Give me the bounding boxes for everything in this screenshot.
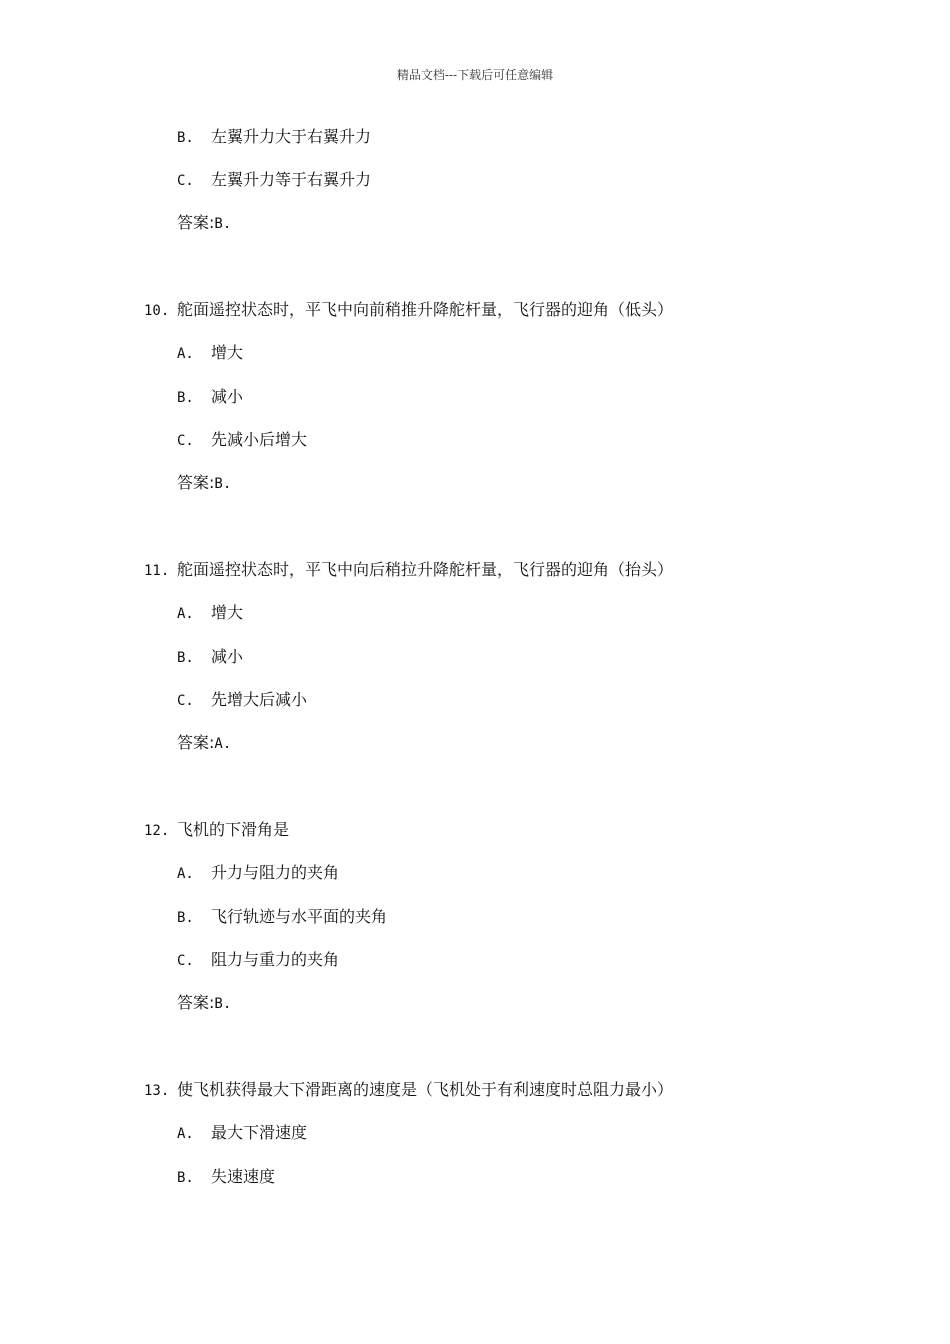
answer-value: B. bbox=[214, 216, 232, 232]
option-letter: A. bbox=[177, 606, 194, 622]
option-text: 阻力与重力的夹角 bbox=[211, 950, 340, 969]
question-text: 飞机的下滑角是 bbox=[177, 820, 290, 839]
question-text: 舵面遥控状态时，平飞中向后稍拉升降舵杆量，飞行器的迎角（抬头） bbox=[177, 560, 674, 579]
option-letter: C. bbox=[177, 433, 194, 449]
option-text: 增大 bbox=[211, 343, 244, 362]
answer-label: 答案: bbox=[177, 473, 215, 492]
answer-label: 答案: bbox=[177, 213, 215, 232]
option-letter: C. bbox=[177, 953, 194, 969]
answer-label: 答案: bbox=[177, 733, 215, 752]
option-letter: B. bbox=[177, 130, 194, 146]
question-12-option-a bbox=[177, 863, 339, 884]
question-13-option-a bbox=[177, 1123, 307, 1144]
option-letter: A. bbox=[177, 1126, 194, 1142]
question-number: 13. bbox=[144, 1083, 170, 1099]
option-text: 最大下滑速度 bbox=[211, 1123, 308, 1142]
question-text: 使飞机获得最大下滑距离的速度是（飞机处于有利速度时总阻力最小） bbox=[177, 1080, 674, 1099]
option-letter: A. bbox=[177, 346, 194, 362]
option-text: 减小 bbox=[211, 647, 244, 666]
option-letter: A. bbox=[177, 866, 194, 882]
option-letter: C. bbox=[177, 693, 194, 709]
question-12-option-b bbox=[177, 907, 387, 928]
option-letter: B. bbox=[177, 1170, 194, 1186]
question-13-option-b bbox=[177, 1167, 275, 1188]
page-header: 精品文档---下载后可任意编辑 bbox=[396, 68, 554, 82]
option-text: 先减小后增大 bbox=[211, 430, 308, 449]
question-11-option-c bbox=[177, 690, 307, 711]
option-text: 飞行轨迹与水平面的夹角 bbox=[211, 907, 388, 926]
option-text: 失速速度 bbox=[211, 1167, 276, 1186]
option-text: 左翼升力大于右翼升力 bbox=[211, 127, 372, 146]
option-letter: B. bbox=[177, 390, 194, 406]
question-12-option-c bbox=[177, 950, 339, 971]
question-12-stem bbox=[144, 820, 289, 841]
question-10-option-b bbox=[177, 387, 243, 408]
option-text: 增大 bbox=[211, 603, 244, 622]
option-text: 升力与阻力的夹角 bbox=[211, 863, 340, 882]
option-text: 先增大后减小 bbox=[211, 690, 308, 709]
question-number: 11. bbox=[144, 563, 170, 579]
question-11-option-b bbox=[177, 647, 243, 668]
option-letter: B. bbox=[177, 650, 194, 666]
option-text: 左翼升力等于右翼升力 bbox=[211, 170, 372, 189]
question-13-stem bbox=[144, 1080, 673, 1101]
question-11-answer bbox=[177, 733, 231, 754]
answer-value: A. bbox=[214, 736, 232, 752]
question-number: 12. bbox=[144, 823, 170, 839]
prev-answer bbox=[177, 213, 231, 234]
question-10-option-a bbox=[177, 343, 243, 364]
answer-label: 答案: bbox=[177, 993, 215, 1012]
option-text: 减小 bbox=[211, 387, 244, 406]
question-10-stem bbox=[144, 300, 673, 321]
prev-option-b bbox=[177, 127, 371, 148]
answer-value: B. bbox=[214, 476, 232, 492]
question-10-option-c bbox=[177, 430, 307, 451]
question-12-answer bbox=[177, 993, 231, 1014]
question-number: 10. bbox=[144, 303, 170, 319]
option-letter: B. bbox=[177, 910, 194, 926]
question-11-option-a bbox=[177, 603, 243, 624]
option-letter: C. bbox=[177, 173, 194, 189]
question-10-answer bbox=[177, 473, 231, 494]
question-11-stem bbox=[144, 560, 673, 581]
question-text: 舵面遥控状态时，平飞中向前稍推升降舵杆量，飞行器的迎角（低头） bbox=[177, 300, 674, 319]
answer-value: B. bbox=[214, 996, 232, 1012]
prev-option-c bbox=[177, 170, 371, 191]
